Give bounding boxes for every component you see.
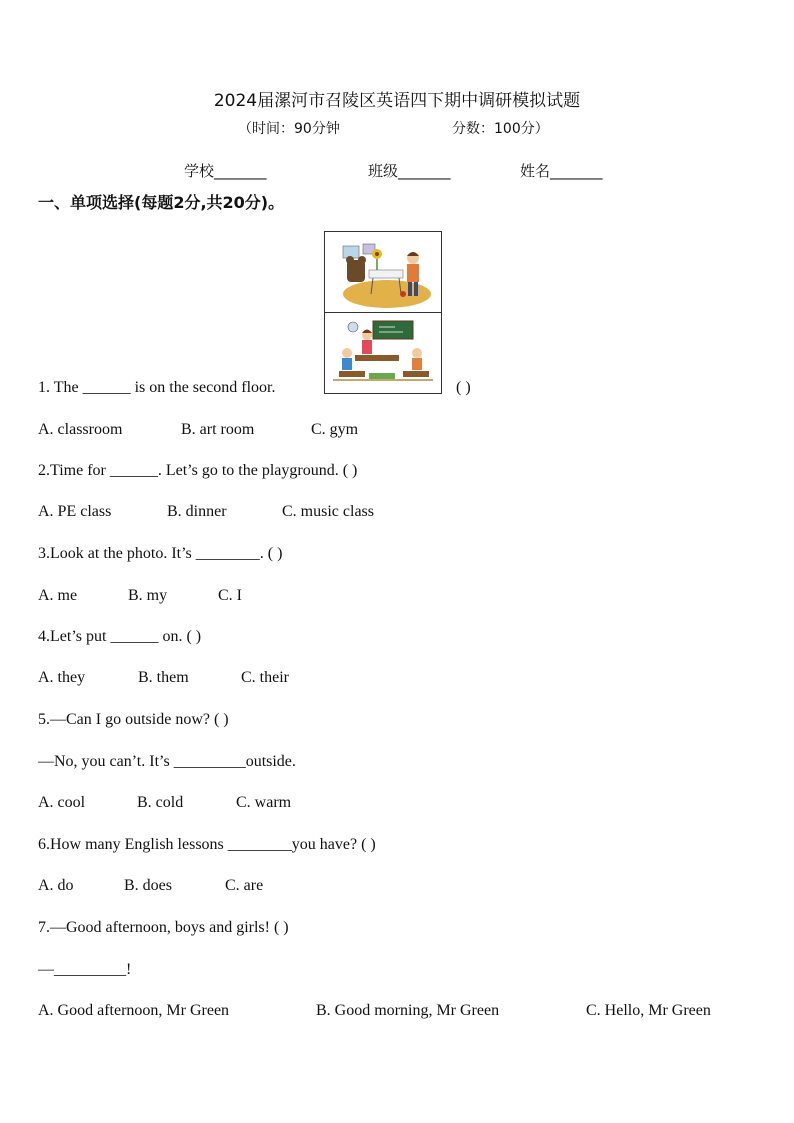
- question-4-option-c: C. their: [241, 669, 289, 686]
- art-room-picture: [325, 232, 441, 313]
- question-3-option-c: C. I: [218, 587, 242, 604]
- school-field: 学校_______: [184, 162, 267, 180]
- question-1-option-b: B. art room: [181, 421, 255, 438]
- question-1-option-c: C. gym: [311, 421, 359, 438]
- question-7-option-c: C. Hello, Mr Green: [586, 1002, 711, 1019]
- question-5-option-b: B. cold: [137, 794, 184, 811]
- section-heading: 一、单项选择(每题2分,共20分)。: [38, 193, 285, 212]
- question-7-stem: 7.—Good afternoon, boys and girls! ( ): [38, 919, 289, 936]
- question-6-option-a: A. do: [38, 877, 74, 894]
- question-4-stem: 4.Let’s put ______ on. ( ): [38, 628, 202, 645]
- question-2-stem: 2.Time for ______. Let’s go to the playground. ( ): [38, 462, 358, 479]
- class-field: 班级_______: [368, 162, 451, 180]
- question-5-reply: —No, you can’t. It’s _________outside.: [38, 753, 296, 770]
- name-field: 姓名_______: [520, 162, 603, 180]
- question-5-stem: 5.—Can I go outside now? ( ): [38, 711, 229, 728]
- exam-score: 分数：100分）: [452, 121, 549, 137]
- question-1-option-a: A. classroom: [38, 421, 123, 438]
- question-7-reply: —_________!: [38, 961, 132, 978]
- question-6-option-c: C. are: [225, 877, 264, 894]
- question-2-option-b: B. dinner: [167, 503, 227, 520]
- question-6-option-b: B. does: [124, 877, 172, 894]
- question-1-stem: 1. The ______ is on the second floor.: [38, 379, 276, 396]
- question-5-option-c: C. warm: [236, 794, 292, 811]
- question-3-stem: 3.Look at the photo. It’s ________. ( ): [38, 545, 283, 562]
- question-3-option-b: B. my: [128, 587, 168, 604]
- question-5-option-a: A. cool: [38, 794, 86, 811]
- question-2-option-a: A. PE class: [38, 503, 112, 520]
- exam-title: 2024届漯河市召陵区英语四下期中调研模拟试题: [213, 91, 581, 111]
- question-2-option-c: C. music class: [282, 503, 374, 520]
- classroom-picture: [325, 313, 441, 393]
- question-4-option-a: A. they: [38, 669, 86, 686]
- question-4-option-b: B. them: [138, 669, 189, 686]
- question-6-stem: 6.How many English lessons ________you have? ( ): [38, 836, 376, 853]
- question-7-option-b: B. Good morning, Mr Green: [316, 1002, 500, 1019]
- question-1-illustration: [324, 231, 442, 394]
- exam-time: （时间：90分钟: [238, 121, 340, 137]
- question-3-option-a: A. me: [38, 587, 78, 604]
- question-1-answer-bracket: ( ): [456, 379, 471, 396]
- question-7-option-a: A. Good afternoon, Mr Green: [38, 1002, 230, 1019]
